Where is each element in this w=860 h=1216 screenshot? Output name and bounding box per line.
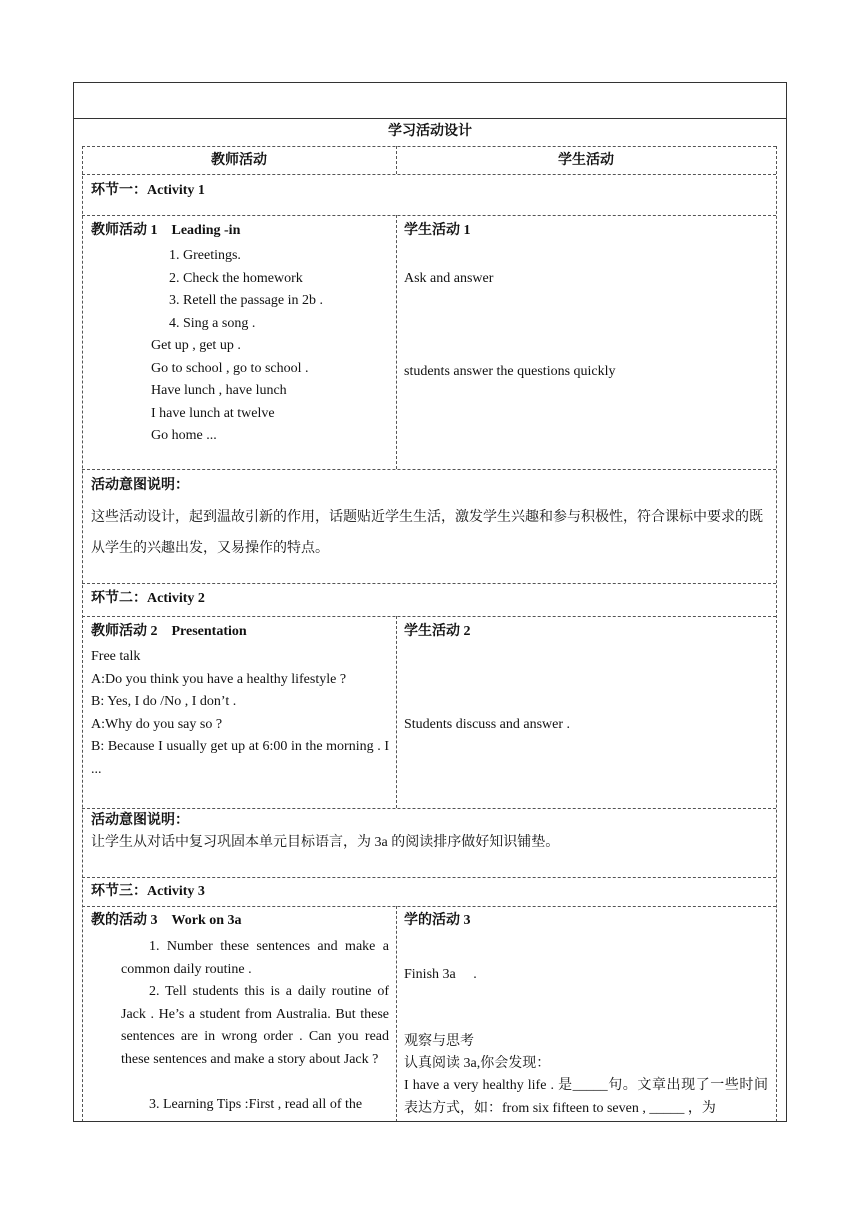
section3-student-para: I have a very healthy life . 是_____句。文章出现了一些时间表达方式，如：from six fifteen to seven , _____ ，为 — [404, 1078, 768, 1116]
col-divider — [396, 906, 397, 1122]
section2-teacher-para: B: Because I usually get up at 6:00 in the morning . I ... — [91, 739, 389, 777]
section1-teacher-title: 教师活动 1 Leading -in — [91, 223, 241, 238]
section3-student-line: 观察与思考 — [404, 1034, 474, 1049]
section1-student-title: 学生活动 1 — [404, 223, 471, 238]
section3-student-line: 认真阅读 3a,你会发现： — [404, 1056, 551, 1071]
section2-intent-title: 活动意图说明： — [91, 813, 189, 828]
list-item: 3. Retell the passage in 2b . — [169, 293, 323, 308]
col-divider — [396, 616, 397, 808]
row-divider — [82, 583, 776, 584]
row-divider — [73, 118, 787, 119]
col-divider — [396, 146, 397, 174]
list-item: B: Yes, I do /No , I don’t . — [91, 694, 237, 709]
inner-border-right — [776, 146, 777, 1122]
row-divider — [82, 616, 776, 617]
table-bottom-border — [73, 1121, 787, 1122]
list-item: Free talk — [91, 649, 141, 664]
row-divider — [82, 877, 776, 878]
section3-header: 环节三：Activity 3 — [91, 884, 205, 899]
section1-student-line: students answer the questions quickly — [404, 364, 616, 379]
list-item: A:Do you think you have a healthy lifestyle ? — [91, 671, 347, 687]
section1-header: 环节一：Activity 1 — [91, 183, 205, 198]
list-item: 2. Check the homework — [169, 270, 303, 286]
section2-header: 环节二：Activity 2 — [91, 591, 205, 606]
section3-teacher-para: 2. Tell students this is a daily routine of Jack . He’s a student from Australia. But these sentences are in wrong order . Can you read these sentences and make a story about Jack ? — [121, 984, 389, 1067]
section1-teacher-list — [151, 245, 323, 448]
col-divider — [396, 215, 397, 469]
inner-border-left — [82, 146, 83, 1122]
section1-student-line: Ask and answer — [404, 271, 494, 286]
list-item: 4. Sing a song . — [169, 315, 256, 331]
list-item: I have lunch at twelve — [151, 405, 275, 421]
list-item: Have lunch , have lunch — [151, 383, 287, 398]
section3-student-line: Finish 3a . — [404, 967, 477, 982]
col-header-teacher: 教师活动 — [211, 153, 267, 168]
row-divider — [82, 174, 776, 175]
section1-intent-text: 这些活动设计，起到温故引新的作用，话题贴近学生生活，激发学生兴趣和参与积极性，符合课标中要求的既从学生的兴趣出发，又易操作的特点。 — [91, 510, 763, 556]
list-item: Go home ... — [151, 428, 217, 443]
section2-intent-text: 让学生从对话中复习巩固本单元目标语言，为 3a 的阅读排序做好知识铺垫。 — [91, 835, 560, 850]
section2-student-line: Students discuss and answer . — [404, 717, 571, 732]
section2-teacher-title: 教师活动 2 Presentation — [91, 624, 247, 639]
row-divider — [82, 808, 776, 809]
section2-student-title: 学生活动 2 — [404, 624, 471, 639]
list-item: A:Why do you say so ? — [91, 716, 223, 732]
row-divider — [82, 469, 776, 470]
row-divider — [82, 906, 776, 907]
section3-teacher-para: 1. Number these sentences and make a common daily routine . — [121, 939, 389, 977]
list-item: 1. Greetings. — [169, 248, 241, 263]
row-divider — [82, 146, 776, 147]
section1-intent-title: 活动意图说明： — [91, 478, 189, 493]
section2-teacher-list — [91, 646, 346, 736]
col-header-student: 学生活动 — [558, 153, 614, 168]
list-item: Get up , get up . — [151, 338, 241, 353]
section3-teacher-title: 教的活动 3 Work on 3a — [91, 913, 242, 928]
section3-teacher-para: 3. Learning Tips :First , read all of the — [149, 1097, 363, 1112]
table-title: 学习活动设计 — [388, 124, 472, 139]
section3-student-title: 学的活动 3 — [404, 913, 471, 928]
row-divider — [82, 215, 776, 216]
list-item: Go to school , go to school . — [151, 360, 309, 376]
